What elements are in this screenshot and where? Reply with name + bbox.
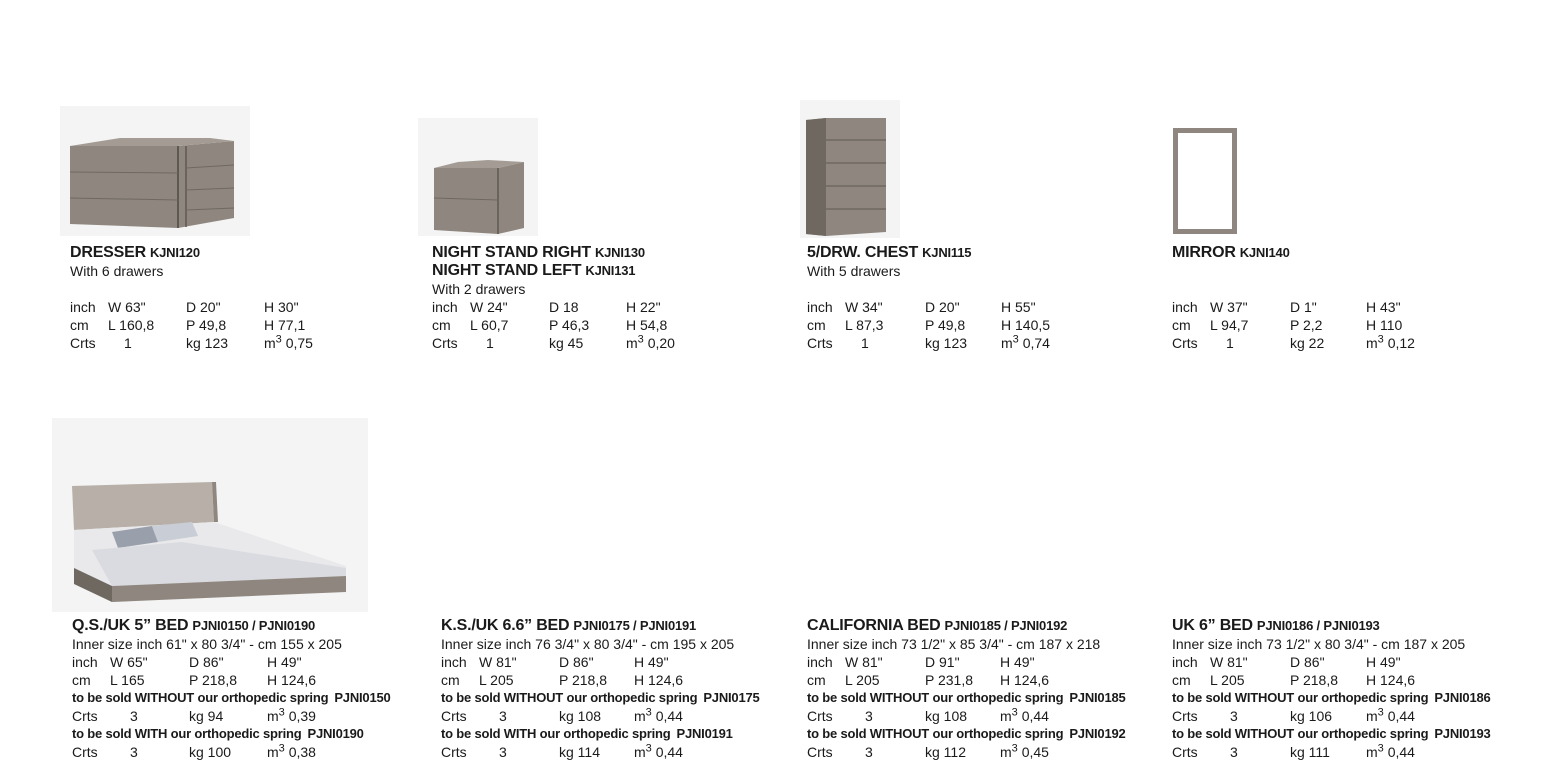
sold-option-1: [441, 689, 786, 707]
crts-label: Crts: [72, 744, 98, 760]
sold-option-code: PJNI0192: [1069, 726, 1126, 741]
dimensions-table: [72, 653, 412, 761]
dim-depth: P 218,8: [559, 672, 608, 688]
dim-row-inch: [807, 653, 1152, 671]
sold-option-2: [72, 725, 412, 743]
volume: $m^3$ 0,38: [267, 742, 316, 760]
product-name: NIGHT STAND RIGHT: [432, 244, 591, 261]
dimensions-table: [432, 298, 772, 352]
unit-label: cm: [441, 672, 460, 688]
volume: $m^3$ 0,44: [1000, 706, 1049, 724]
dim-height: H 22": [626, 299, 661, 315]
unit-label: inch: [72, 654, 98, 670]
product-name: DRESSER: [70, 244, 146, 261]
crts-value: 3: [1230, 744, 1238, 760]
dim-width: W 81": [479, 654, 517, 670]
dim-row-cm: [1172, 316, 1502, 334]
sold-option-1: [807, 689, 1152, 707]
dimensions-table: [70, 298, 400, 352]
dim-depth: P 218,8: [189, 672, 238, 688]
crts-row-2: [1172, 743, 1517, 761]
product-title: [1172, 244, 1502, 262]
crts-value: 3: [130, 744, 138, 760]
dim-row-crts: [807, 334, 1137, 352]
dim-depth: D 86": [189, 654, 224, 670]
product-bed-qs: [72, 617, 412, 761]
bed-name: UK 6” BED: [1172, 617, 1253, 634]
product-title: [70, 244, 400, 262]
bed-title: [441, 617, 786, 635]
mirror-image: [1165, 118, 1245, 238]
dim-depth: D 86": [559, 654, 594, 670]
product-bed-uk6: [1172, 617, 1517, 761]
dim-depth: D 91": [925, 654, 960, 670]
product-mirror: [1172, 244, 1502, 352]
dim-height: H 124,6: [1000, 672, 1050, 688]
product-code-2: KJNI131: [585, 263, 636, 278]
crts-value: 1: [1226, 335, 1234, 351]
product-subtitle: With 6 drawers: [70, 263, 164, 279]
dim-depth: D 1": [1290, 299, 1317, 315]
weight: kg 100: [189, 744, 232, 760]
dim-length: L 60,7: [470, 317, 509, 333]
dim-height: H 49": [1366, 654, 1401, 670]
crts-label: Crts: [1172, 744, 1198, 760]
dim-height: H 43": [1366, 299, 1401, 315]
volume: $m^3$ 0,44: [1366, 706, 1415, 724]
unit-label: inch: [70, 299, 96, 315]
dimensions-table: [1172, 298, 1502, 352]
dim-width: W 65": [110, 654, 148, 670]
dim-length: L 87,3: [845, 317, 884, 333]
dim-row-crts: [432, 334, 772, 352]
volume: $m^3$ 0,74: [1001, 333, 1050, 351]
inner-size: Inner size inch 76 3/4" x 80 3/4" - cm 195 x 205: [441, 636, 735, 652]
sold-option-text: to be sold WITHOUT our orthopedic spring: [807, 690, 1064, 705]
unit-label: cm: [1172, 672, 1191, 688]
weight: kg 106: [1290, 708, 1333, 724]
product-name: MIRROR: [1172, 244, 1236, 261]
sold-option-code: PJNI0190: [307, 726, 364, 741]
dim-width: W 37": [1210, 299, 1248, 315]
dim-width: W 34": [845, 299, 883, 315]
weight: kg 112: [925, 744, 966, 760]
crts-label: Crts: [432, 335, 458, 351]
dim-depth: P 231,8: [925, 672, 974, 688]
crts-value: 3: [499, 744, 507, 760]
sold-option-2: [441, 725, 786, 743]
product-subtitle: With 5 drawers: [807, 263, 901, 279]
dim-length: L 160,8: [108, 317, 155, 333]
sold-option-code: PJNI0185: [1069, 690, 1126, 705]
dim-length: L 205: [845, 672, 880, 688]
sold-option-code: PJNI0186: [1434, 690, 1491, 705]
dimensions-table: [441, 653, 786, 761]
dim-row-inch: [70, 298, 400, 316]
dim-depth: P 49,8: [186, 317, 227, 333]
bed-title: [72, 617, 412, 635]
crts-label: Crts: [1172, 708, 1198, 724]
crts-row-1: [1172, 707, 1517, 725]
dim-row-cm: [70, 316, 400, 334]
crts-value: 3: [865, 708, 873, 724]
sold-option-code: PJNI0191: [676, 726, 733, 741]
crts-value: 1: [861, 335, 869, 351]
dimensions-table: [1172, 653, 1517, 761]
product-title: [432, 244, 772, 262]
weight: kg 22: [1290, 335, 1325, 351]
inner-size: Inner size inch 73 1/2" x 85 3/4" - cm 187 x 218: [807, 636, 1101, 652]
crts-row-2: [72, 743, 412, 761]
dim-height: H 55": [1001, 299, 1036, 315]
weight: kg 45: [549, 335, 584, 351]
unit-label: inch: [1172, 299, 1198, 315]
dimensions-table: [807, 653, 1152, 761]
sold-option-code: PJNI0193: [1434, 726, 1491, 741]
dim-height: H 124,6: [1366, 672, 1416, 688]
dim-height: H 30": [264, 299, 299, 315]
dim-row-inch: [1172, 298, 1502, 316]
crts-label: Crts: [70, 335, 96, 351]
dim-row-inch: [441, 653, 786, 671]
dim-depth: D 20": [186, 299, 221, 315]
bed-code: PJNI0175 / PJNI0191: [573, 618, 697, 633]
dim-height: H 124,6: [267, 672, 317, 688]
sold-option-1: [1172, 689, 1517, 707]
crts-value: 3: [1230, 708, 1238, 724]
unit-label: inch: [1172, 654, 1198, 670]
sold-option-text: to be sold WITH our orthopedic spring: [441, 726, 671, 741]
dim-width: W 81": [1210, 654, 1248, 670]
crts-label: Crts: [807, 708, 833, 724]
dim-row-crts: [70, 334, 400, 352]
volume: $m^3$ 0,44: [1366, 742, 1415, 760]
crts-value: 3: [130, 708, 138, 724]
crts-value: 3: [499, 708, 507, 724]
product-title: [807, 244, 1137, 262]
crts-label: Crts: [441, 708, 467, 724]
night-stand-image: [418, 118, 538, 236]
dim-depth: D 86": [1290, 654, 1325, 670]
dim-height: H 49": [267, 654, 302, 670]
volume: $m^3$ 0,44: [634, 706, 683, 724]
dim-height: H 49": [634, 654, 669, 670]
unit-label: inch: [432, 299, 458, 315]
crts-row-1: [72, 707, 412, 725]
product-code: KJNI140: [1239, 245, 1290, 260]
dim-row-cm: [807, 671, 1152, 689]
dim-depth: P 49,8: [925, 317, 966, 333]
volume: $m^3$ 0,20: [626, 333, 675, 351]
volume: $m^3$ 0,75: [264, 333, 313, 351]
dim-row-inch: [432, 298, 772, 316]
bed-code: PJNI0186 / PJNI0193: [1256, 618, 1380, 633]
sold-option-code: PJNI0175: [703, 690, 760, 705]
dim-height: H 110: [1366, 317, 1403, 333]
unit-label: cm: [807, 317, 826, 333]
weight: kg 108: [925, 708, 968, 724]
volume: $m^3$ 0,45: [1000, 742, 1049, 760]
sold-option-2: [807, 725, 1152, 743]
dim-row-crts: [1172, 334, 1502, 352]
sold-option-text: to be sold WITHOUT our orthopedic spring: [441, 690, 698, 705]
sold-option-2: [1172, 725, 1517, 743]
bed-title: [1172, 617, 1517, 635]
dresser-image: [60, 106, 250, 236]
inner-size: Inner size inch 61" x 80 3/4" - cm 155 x 205: [72, 636, 342, 652]
dim-height: H 124,6: [634, 672, 684, 688]
crts-label: Crts: [807, 744, 833, 760]
dim-depth: D 20": [925, 299, 960, 315]
product-code: KJNI130: [594, 245, 645, 260]
product-night-stand: [432, 244, 772, 352]
dim-depth: D 18: [549, 299, 579, 315]
dim-length: L 205: [1210, 672, 1245, 688]
dim-height: H 49": [1000, 654, 1035, 670]
bed-code: PJNI0185 / PJNI0192: [944, 618, 1068, 633]
product-title-2: [432, 262, 772, 280]
inner-size: Inner size inch 73 1/2" x 80 3/4" - cm 187 x 205: [1172, 636, 1466, 652]
unit-label: cm: [70, 317, 89, 333]
product-bed-california: [807, 617, 1152, 761]
sold-option-text: to be sold WITHOUT our orthopedic spring: [807, 726, 1064, 741]
dim-length: L 165: [110, 672, 145, 688]
dim-width: W 63": [108, 299, 146, 315]
chest-image: [800, 100, 900, 238]
unit-label: inch: [807, 654, 833, 670]
weight: kg 123: [925, 335, 968, 351]
sold-option-text: to be sold WITHOUT our orthopedic spring: [1172, 726, 1429, 741]
bed-name: CALIFORNIA BED: [807, 617, 941, 634]
sold-option-text: to be sold WITHOUT our orthopedic spring: [1172, 690, 1429, 705]
weight: kg 123: [186, 335, 229, 351]
product-dresser: [70, 244, 400, 352]
dim-depth: P 2,2: [1290, 317, 1323, 333]
dim-depth: P 218,8: [1290, 672, 1339, 688]
dim-height: H 54,8: [626, 317, 668, 333]
crts-label: Crts: [1172, 335, 1198, 351]
crts-label: Crts: [807, 335, 833, 351]
weight: kg 111: [1290, 744, 1330, 760]
weight: kg 114: [559, 744, 600, 760]
weight: kg 94: [189, 708, 224, 724]
crts-row-2: [807, 743, 1152, 761]
crts-value: 1: [124, 335, 132, 351]
dim-length: L 205: [479, 672, 514, 688]
unit-label: cm: [1172, 317, 1191, 333]
crts-row-1: [807, 707, 1152, 725]
dim-row-inch: [72, 653, 412, 671]
dim-row-cm: [432, 316, 772, 334]
crts-value: 1: [486, 335, 494, 351]
dim-row-cm: [1172, 671, 1517, 689]
bed-name: K.S./UK 6.6” BED: [441, 617, 570, 634]
dim-depth: P 46,3: [549, 317, 590, 333]
crts-row-2: [441, 743, 786, 761]
product-subtitle: [1172, 262, 1502, 280]
bed-image: [52, 418, 368, 612]
unit-label: inch: [807, 299, 833, 315]
dim-row-inch: [807, 298, 1137, 316]
dim-row-inch: [1172, 653, 1517, 671]
sold-option-1: [72, 689, 412, 707]
dim-width: W 81": [845, 654, 883, 670]
volume: $m^3$ 0,12: [1366, 333, 1415, 351]
bed-title: [807, 617, 1152, 635]
unit-label: cm: [807, 672, 826, 688]
dim-length: L 94,7: [1210, 317, 1249, 333]
dim-row-cm: [807, 316, 1137, 334]
product-bed-ks: [441, 617, 786, 761]
sold-option-text: to be sold WITH our orthopedic spring: [72, 726, 302, 741]
weight: kg 108: [559, 708, 602, 724]
product-code: KJNI115: [922, 245, 972, 260]
product-name: 5/DRW. CHEST: [807, 244, 919, 261]
product-chest: [807, 244, 1137, 352]
dimensions-table: [807, 298, 1137, 352]
crts-label: Crts: [441, 744, 467, 760]
product-code: KJNI120: [149, 245, 200, 260]
unit-label: inch: [441, 654, 467, 670]
dim-row-cm: [72, 671, 412, 689]
bed-name: Q.S./UK 5” BED: [72, 617, 189, 634]
crts-value: 3: [865, 744, 873, 760]
product-subtitle: With 2 drawers: [432, 281, 526, 297]
dim-width: W 24": [470, 299, 508, 315]
unit-label: cm: [432, 317, 451, 333]
sold-option-code: PJNI0150: [334, 690, 391, 705]
volume: $m^3$ 0,44: [634, 742, 683, 760]
crts-row-1: [441, 707, 786, 725]
unit-label: cm: [72, 672, 91, 688]
volume: $m^3$ 0,39: [267, 706, 316, 724]
bed-code: PJNI0150 / PJNI0190: [192, 618, 316, 633]
dim-row-cm: [441, 671, 786, 689]
product-name-2: NIGHT STAND LEFT: [432, 262, 582, 279]
crts-label: Crts: [72, 708, 98, 724]
dim-height: H 77,1: [264, 317, 306, 333]
sold-option-text: to be sold WITHOUT our orthopedic spring: [72, 690, 329, 705]
dim-height: H 140,5: [1001, 317, 1051, 333]
